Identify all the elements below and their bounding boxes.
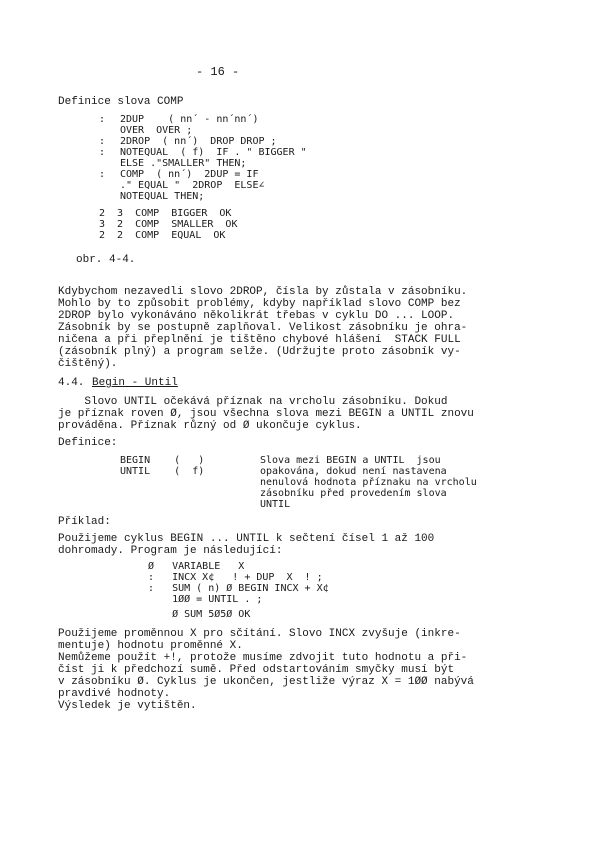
paragraph-line: prováděna. Příznak různý od Ø ukončuje cyklus. [58,420,362,432]
paragraph-line: Použijeme proměnnou X pro sčítání. Slovo INCX zvyšuje (inkre- [58,628,461,640]
program-line: 1ØØ = UNTIL . ; [148,594,263,605]
definition-text: zásobníku před provedením slova [260,488,447,499]
definition-label: Definice: [58,437,118,449]
section-title: Begin - Until [92,377,178,389]
paragraph-line: dohromady. Program je následující: [58,545,283,557]
code-line: NOTEQUAL ( f) IF . " BIGGER " [120,147,307,158]
paragraph-line: 2DROP bylo vykonáváno několikrát třebas v cyklu DO ... LOOP. [58,310,455,322]
code-line: 2DROP ( nn´) DROP DROP ; [120,136,277,147]
figure-label: obr. 4-4. [76,254,136,266]
definition-text: opakována, dokud není nastavena [260,466,447,477]
definition-word: UNTIL ( f) [120,466,205,477]
code-marker: : [99,147,106,158]
paragraph-line: Výsledek je vytištěn. [58,700,197,712]
code-line: COMP ( nn´) 2DUP = IF [120,169,259,180]
program-line: Ø VARIABLE X [148,561,245,572]
example-line: 2 2 COMP EQUAL OK [99,230,226,241]
code-marker: : [99,169,106,180]
code-line: 2DUP ( nn´ - nn´nn´) [120,114,259,125]
definition-heading: Definice slova COMP [58,96,184,108]
code-marker: : [99,136,106,147]
paragraph-line: je příznak roven Ø, jsou všechna slova mezi BEGIN a UNTIL znovu [58,408,474,420]
code-marker: : [99,114,106,125]
program-line: : SUM ( n) Ø BEGIN INCX + X¢ [148,583,329,594]
paragraph-line: čištěný). [58,358,118,370]
program-line: Ø SUM 5Ø5Ø OK [148,609,251,620]
paragraph-line: Kdybychom nezavedli slovo 2DROP, čísla by zůstala v zásobníku. [58,286,468,298]
page-number: - 16 - [196,65,240,79]
paragraph-line: Nemůžeme použít +!, protože musíme zdvojit tuto hodnotu a při- [58,652,468,664]
paragraph-line: (zásobník plný) a program selže. (Udržujte proto zásobník vy- [58,346,461,358]
program-line: : INCX X¢ ! + DUP X ! ; [148,572,323,583]
paragraph-line: v zásobníku Ø. Cyklus je ukončen, jestliže výraz X = 1ØØ nabývá [58,676,474,688]
code-line: OVER OVER ; [120,125,193,136]
code-line: ELSE ."SMALLER" THEN; [120,158,247,169]
example-line: 2 3 COMP BIGGER OK [99,208,232,219]
code-line: NOTEQUAL THEN; [120,191,205,202]
code-line: ." EQUAL " 2DROP ELSE∠ [120,180,265,191]
paragraph-line: číst ji k předchozí sumě. Před odstartováním smyčky musí být [58,664,455,676]
example-label: Příklad: [58,516,111,528]
paragraph-line: ničena a při přeplnění je tištěno chybové hlášení STACK FULL [58,334,461,346]
paragraph-line: Mohlo by to způsobit problémy, kdyby například slovo COMP bez [58,298,461,310]
definition-text: UNTIL [260,499,291,510]
example-line: 3 2 COMP SMALLER OK [99,219,238,230]
definition-text: nenulová hodnota příznaku na vrcholu [260,477,477,488]
paragraph-line: Slovo UNTIL očekává příznak na vrcholu zásobníku. Dokud [58,396,448,408]
definition-text: Slova mezi BEGIN a UNTIL jsou [260,455,441,466]
paragraph-line: pravdivé hodnoty. [58,688,171,700]
paragraph-line: Použijeme cyklus BEGIN ... UNTIL k sečtení čísel 1 až 100 [58,533,435,545]
paragraph-line: Zásobník by se postupně zaplňoval. Velikost zásobníku je ohra- [58,322,468,334]
definition-word: BEGIN ( ) [120,455,205,466]
paragraph-line: mentuje) hodnotu proměnné X. [58,640,243,652]
section-number: 4.4. [58,377,85,389]
